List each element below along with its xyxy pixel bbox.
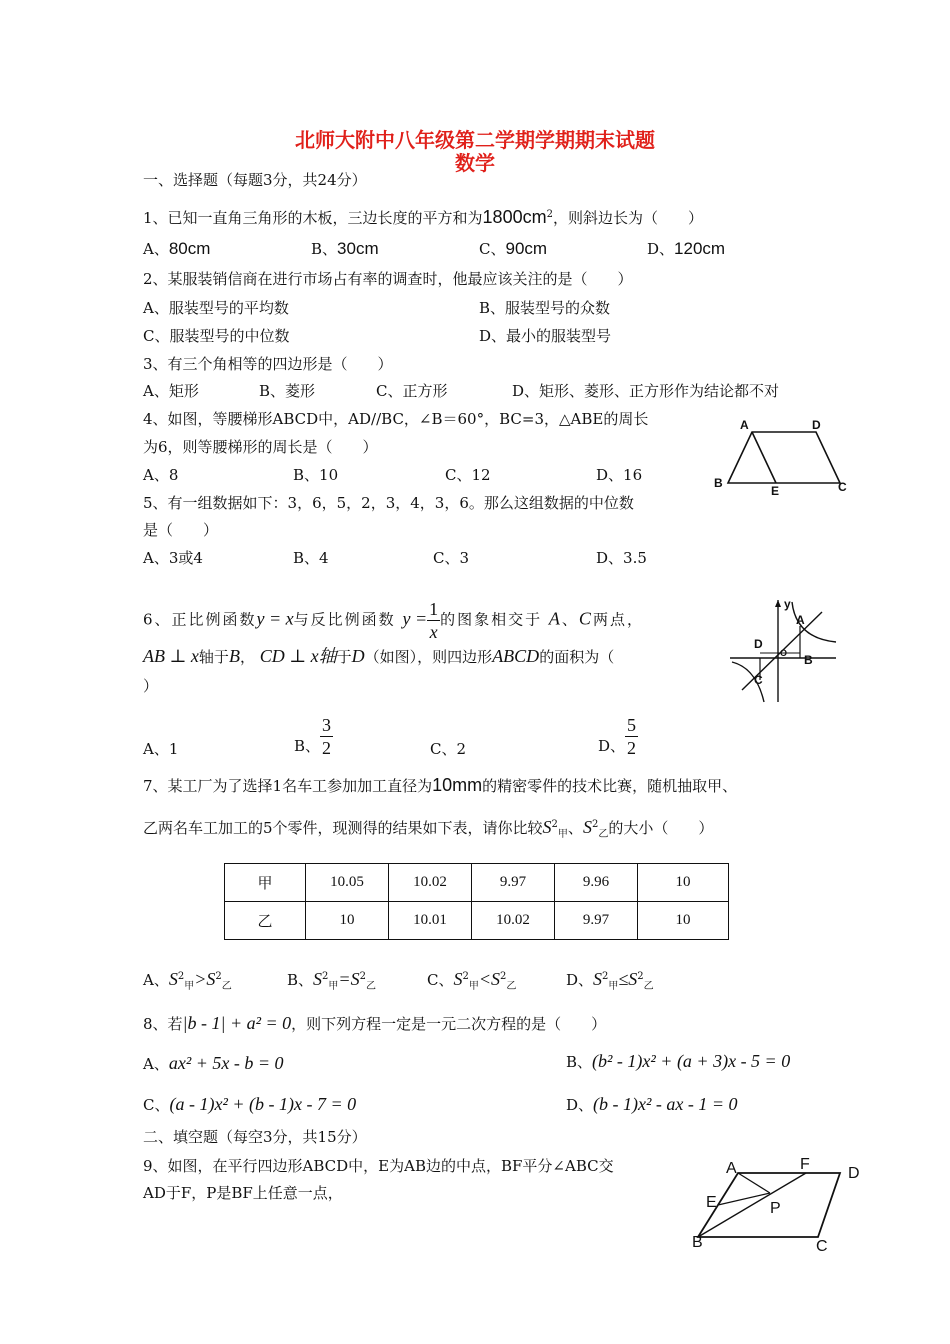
table-row bbox=[225, 864, 729, 902]
section-heading: 二、填空题（每空3分，共15分） bbox=[143, 1128, 367, 1146]
table-cell: 10.05 bbox=[306, 864, 389, 902]
q1-stem: 1、已知一直角三角形的木板，三边长度的平方和为$1800cm^2$，则斜边长为（ ） bbox=[143, 207, 703, 227]
q5-stem-line1: 5、有一组数据如下：3，6，5，2，3，4，3，6。那么这组数据的中位数 bbox=[143, 494, 634, 512]
q2-stem: 2、某服装销信商在进行市场占有率的调查时，他最应该关注的是（ ） bbox=[143, 270, 633, 288]
q5-option-a[interactable]: A、3或4 bbox=[143, 549, 203, 567]
table-cell: 10 bbox=[638, 864, 729, 902]
q4-stem-line2: 为6，则等腰梯形的周长是（ ） bbox=[143, 438, 378, 456]
q3-option-a[interactable]: A、矩形 bbox=[143, 382, 199, 400]
section-heading: 一、选择题（每题3分，共24分） bbox=[143, 171, 367, 189]
q9-stem-line1: 9、如图，在平行四边形ABCD中，E为AB边的中点，BF平分∠ABC交 bbox=[143, 1157, 614, 1175]
q8-option-a[interactable]: A、ax² + 5x - b = 0 bbox=[143, 1053, 284, 1073]
q7-option-b[interactable]: B、$S^2_甲=S^2_乙$ bbox=[287, 969, 376, 992]
segment-ap bbox=[738, 1173, 770, 1193]
q7-option-d[interactable]: D、$S^2_甲\le S^2_乙$ bbox=[566, 969, 654, 992]
fig-label-p: P bbox=[770, 1200, 781, 1217]
exam-subject: 数学 bbox=[455, 151, 495, 175]
fig-label-d: D bbox=[812, 418, 821, 432]
q8-option-c[interactable]: C、(a - 1)x² + (b - 1)x - 7 = 0 bbox=[143, 1094, 357, 1114]
table-cell: 10 bbox=[306, 902, 389, 940]
q3-option-d[interactable]: D、矩形、菱形、正方形作为结论都不对 bbox=[512, 382, 780, 400]
q4-stem-line1: 4、如图，等腰梯形ABCD中，AD//BC，∠B＝60°，BC=3，△ABE的周长 bbox=[143, 410, 649, 428]
q2-option-d[interactable]: D、最小的服装型号 bbox=[479, 327, 612, 345]
q4-option-d[interactable]: D、16 bbox=[596, 466, 643, 484]
q3-option-c[interactable]: C、正方形 bbox=[376, 382, 448, 400]
table-cell: 10.02 bbox=[472, 902, 555, 940]
table-cell: 10 bbox=[638, 902, 729, 940]
q2-option-b[interactable]: B、服装型号的众数 bbox=[479, 299, 611, 317]
table-cell: 9.97 bbox=[555, 902, 638, 940]
q6-option-b[interactable]: B、 $\frac{3}{2}$ bbox=[294, 715, 332, 758]
q4-option-a[interactable]: A、8 bbox=[143, 466, 179, 484]
fig-label-a: A bbox=[740, 418, 749, 432]
table-cell: 9.97 bbox=[472, 864, 555, 902]
q8-option-d[interactable]: D、(b - 1)x² - ax - 1 = 0 bbox=[566, 1094, 738, 1114]
q6-stem-line1: 6、正比例函数y = x与反比例函数 y = $\frac{1}{x}$ 的图象相交于 A、C两点， bbox=[143, 599, 644, 642]
fig-label-b: B bbox=[692, 1234, 703, 1251]
table-cell: 10.02 bbox=[389, 864, 472, 902]
fig-label-b: B bbox=[714, 476, 723, 490]
q1-option-a[interactable]: A、80cm bbox=[143, 239, 211, 258]
fig-label-d: D bbox=[848, 1165, 860, 1182]
q7-data-table bbox=[224, 863, 729, 940]
table-cell: 甲 bbox=[225, 864, 306, 902]
q6-stem-line2: AB ⊥ x轴于B， CD ⊥ x轴于D（如图），则四边形ABCD的面积为（ bbox=[143, 646, 615, 666]
q1-option-c[interactable]: C、90cm bbox=[479, 239, 548, 258]
fig-label-c: C bbox=[838, 480, 847, 494]
function-graph-figure bbox=[730, 598, 840, 703]
y-axis-arrow bbox=[775, 600, 781, 607]
q6-option-c[interactable]: C、2 bbox=[430, 740, 467, 758]
parallelogram-figure bbox=[690, 1155, 875, 1255]
q7-stem-line1: 7、某工厂为了选择1名车工参加加工直径为10mm的精密零件的技术比赛，随机抽取甲、 bbox=[143, 775, 738, 795]
q5-option-c[interactable]: C、3 bbox=[433, 549, 470, 567]
table-row bbox=[225, 902, 729, 940]
q8-stem: 8、若|b - 1| + a² = 0，则下列方程一定是一元二次方程的是（ ） bbox=[143, 1013, 607, 1033]
q6-option-a[interactable]: A、1 bbox=[143, 740, 179, 758]
fig-label-d: D bbox=[754, 637, 763, 651]
q6-stem-line3: ） bbox=[143, 677, 159, 695]
segment-ae bbox=[752, 432, 776, 483]
q5-option-d[interactable]: D、3.5 bbox=[596, 549, 647, 567]
table-cell: 10.01 bbox=[389, 902, 472, 940]
q8-option-b[interactable]: B、(b² - 1)x² + (a + 3)x - 5 = 0 bbox=[566, 1051, 791, 1071]
fig-label-c: C bbox=[816, 1238, 828, 1255]
q7-option-c[interactable]: C、$S^2_甲<S^2_乙$ bbox=[427, 969, 517, 992]
q7-stem-line2: 乙两名车工加工的5个零件，现测得的结果如下表，请你比较$S^2_甲$、$S^2_乙$的大小（ ） bbox=[143, 817, 714, 840]
exam-title: 北师大附中八年级第二学期学期期末试题 bbox=[295, 128, 655, 152]
fig-label-f: F bbox=[800, 1156, 810, 1173]
q2-option-c[interactable]: C、服装型号的中位数 bbox=[143, 327, 290, 345]
fig-label-b: B bbox=[804, 653, 813, 667]
table-cell: 9.96 bbox=[555, 864, 638, 902]
table-cell: 乙 bbox=[225, 902, 306, 940]
q2-option-a[interactable]: A、服装型号的平均数 bbox=[143, 299, 289, 317]
q5-stem-line2: 是（ ） bbox=[143, 521, 219, 539]
fig-label-e: E bbox=[771, 484, 780, 498]
q6-option-d[interactable]: D、 $\frac{5}{2}$ bbox=[598, 715, 637, 758]
q5-option-b[interactable]: B、4 bbox=[293, 549, 329, 567]
trapezoid-shape bbox=[728, 432, 840, 483]
trapezoid-figure bbox=[708, 415, 858, 498]
q4-option-c[interactable]: C、12 bbox=[445, 466, 491, 484]
q7-option-a[interactable]: A、$S^2_甲>S^2_乙$ bbox=[143, 969, 232, 992]
q1-option-d[interactable]: D、120cm bbox=[647, 239, 726, 258]
fig-label-a: A bbox=[796, 613, 805, 627]
q1-option-b[interactable]: B、30cm bbox=[311, 239, 379, 258]
q9-stem-line2: AD于F，P是BF上任意一点， bbox=[143, 1184, 343, 1202]
q4-option-b[interactable]: B、10 bbox=[293, 466, 339, 484]
fig-label-a: A bbox=[726, 1160, 737, 1177]
q3-stem: 3、有三个角相等的四边形是（ ） bbox=[143, 355, 393, 373]
fig-label-c: C bbox=[754, 673, 763, 687]
q3-option-b[interactable]: B、菱形 bbox=[259, 382, 316, 400]
fig-label-e: E bbox=[706, 1194, 717, 1211]
fig-label-o: O bbox=[780, 648, 788, 658]
fig-label-y: y bbox=[784, 597, 791, 611]
